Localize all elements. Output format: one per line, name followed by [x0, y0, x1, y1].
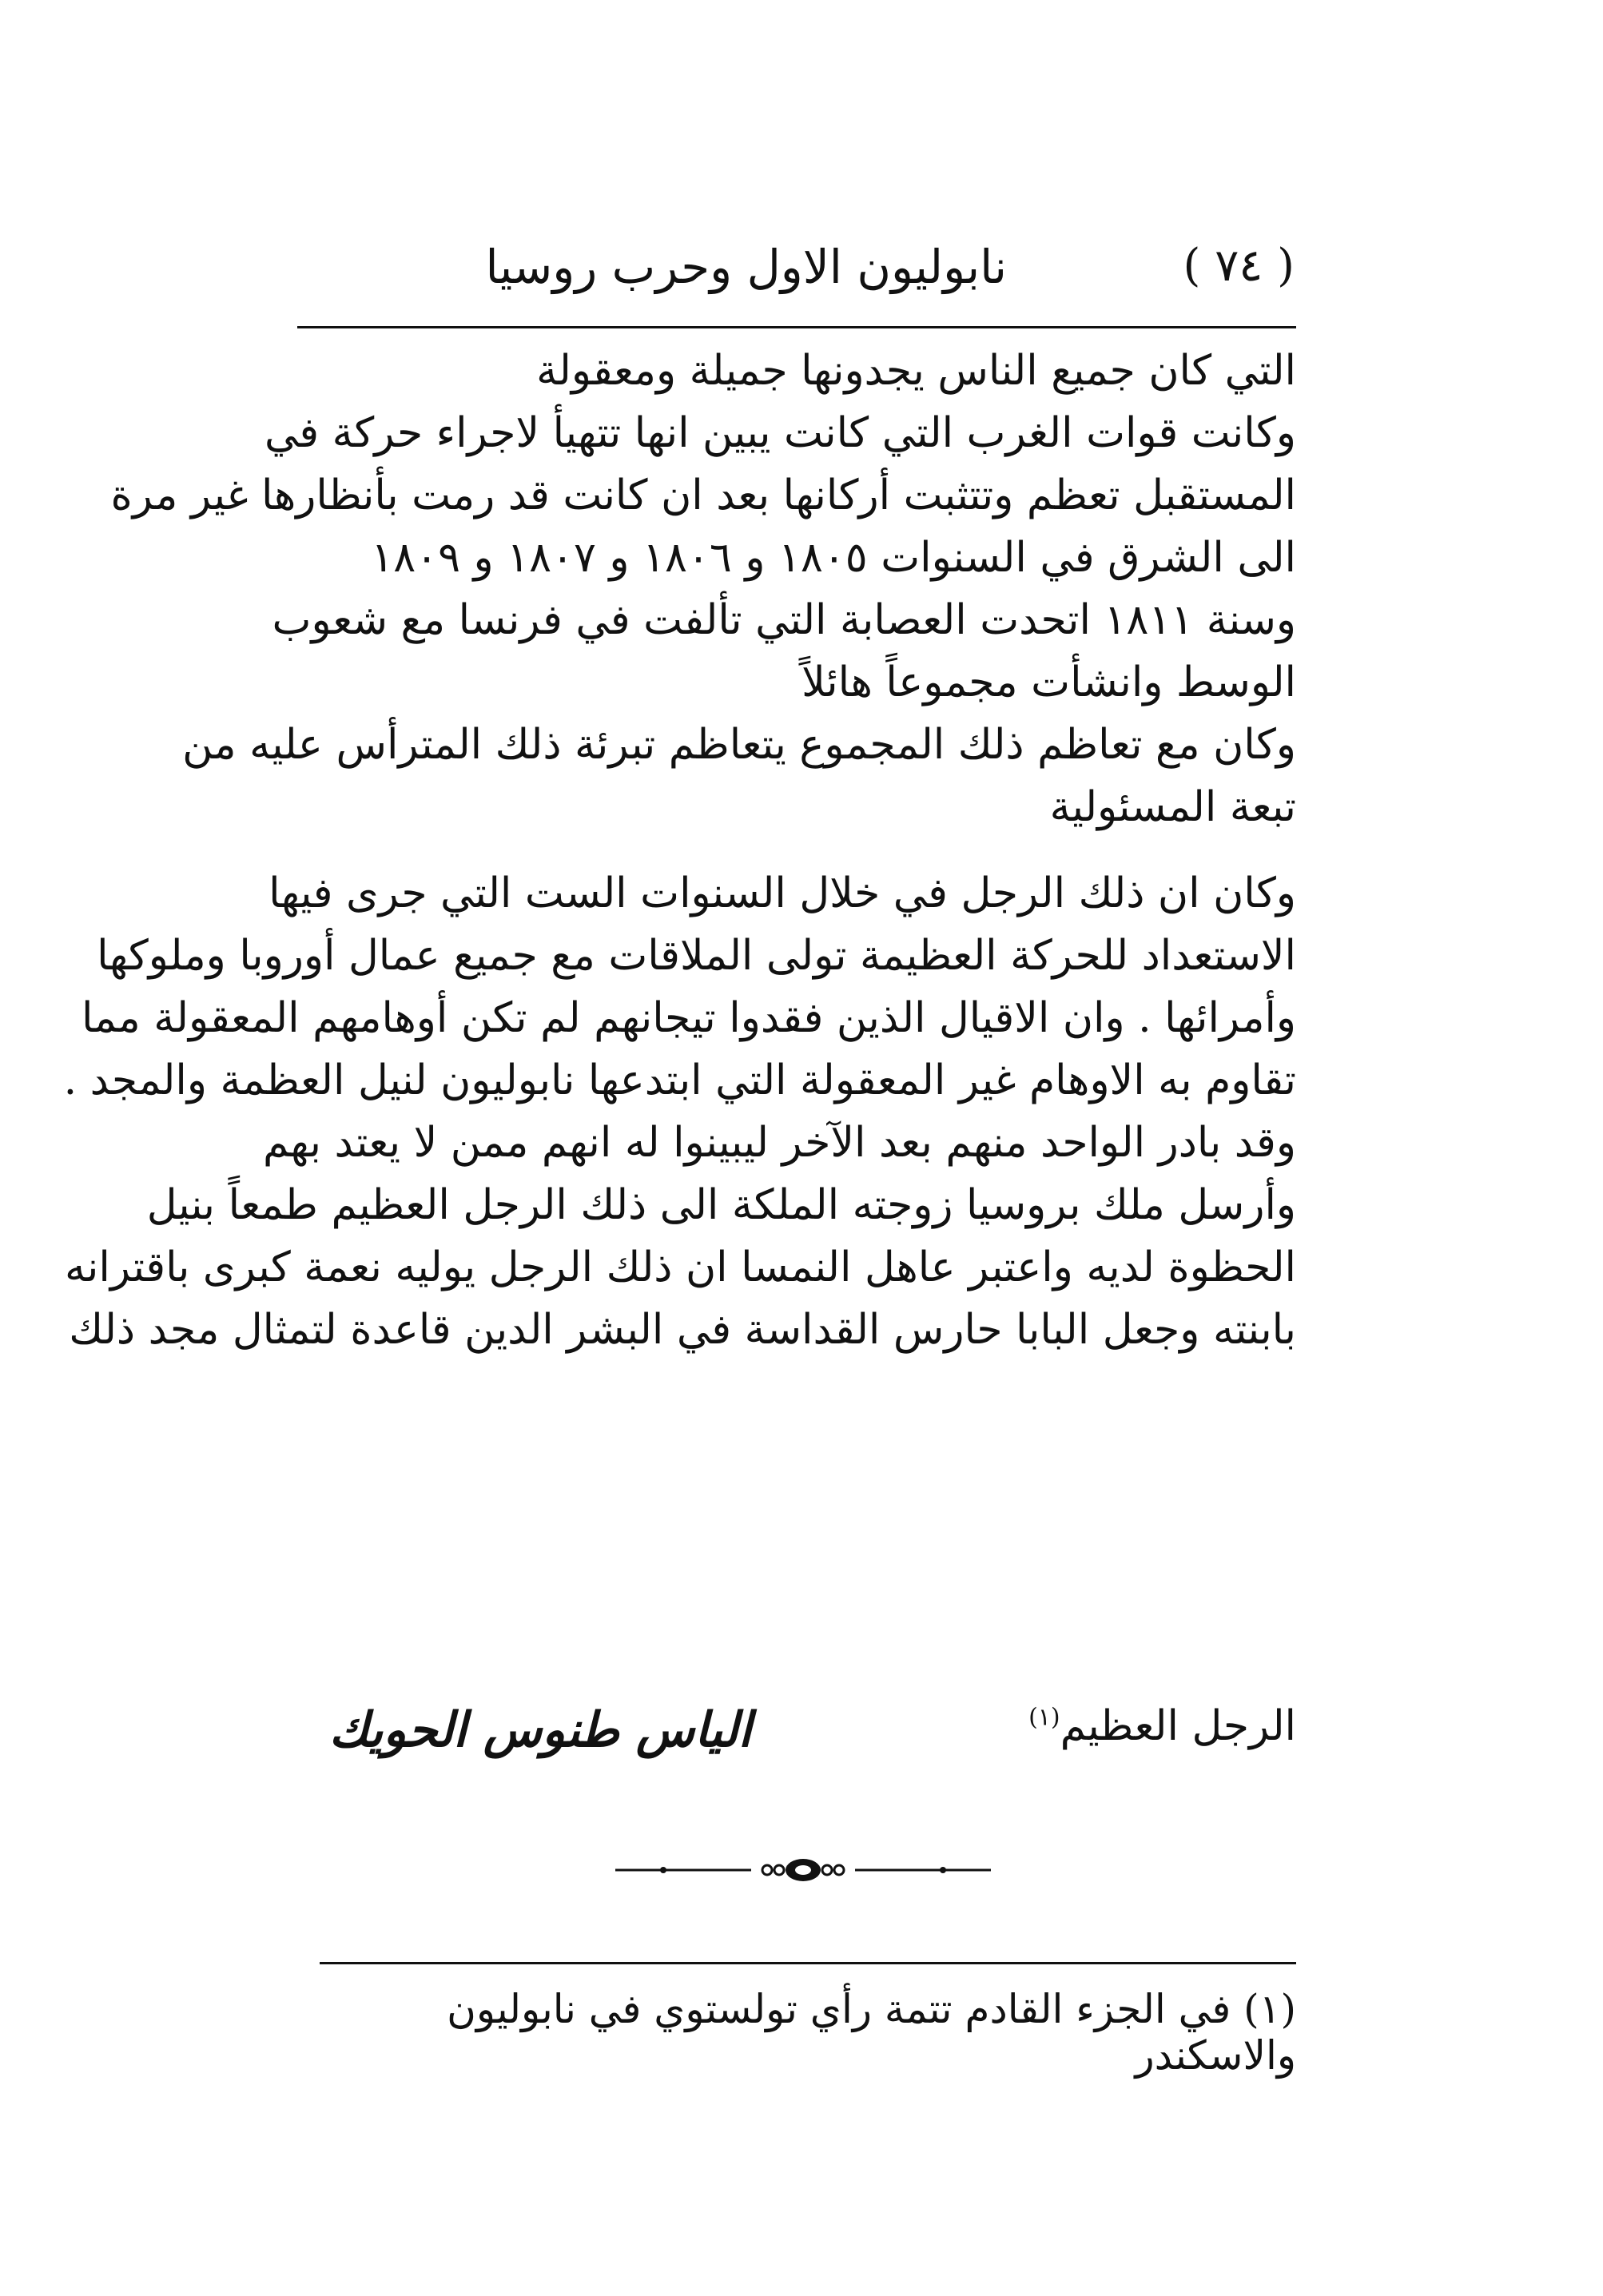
- page-number: ( ٧٤ ): [1183, 240, 1295, 292]
- footnote-rule: [320, 1962, 1296, 1964]
- text-line: وسنة ١٨١١ اتحدت العصابة التي تألفت في فرنسا مع شعوب: [272, 596, 1296, 644]
- author-signature: الياس طنوس الحويك: [329, 1702, 752, 1758]
- text-line: الى الشرق في السنوات ١٨٠٥ و ١٨٠٦ و ١٨٠٧ و ١٨٠٩: [371, 534, 1296, 582]
- signature-row: [297, 1702, 1296, 1774]
- text-line: تقاوم به الاوهام غير المعقولة التي ابتدعها نابوليون لنيل العظمة والمجد .: [63, 1056, 1296, 1104]
- text-line: المستقبل تعظم وتتثبت أركانها بعد ان كانت قد رمت بأنظارها غير مرة: [110, 472, 1296, 519]
- last-text-line: [1028, 1702, 1296, 1750]
- text-line: الاستعداد للحركة العظيمة تولى الملاقات مع جميع عمال أوروبا وملوكها: [97, 932, 1296, 980]
- running-title: نابوليون الاول وحرب روسيا: [485, 240, 1007, 294]
- paragraph-gap: [297, 838, 1296, 862]
- decorative-ornament: [615, 1854, 991, 1886]
- text-line: تبعة المسئولية: [1049, 783, 1296, 831]
- last-line-text: الرجل العظيم: [1060, 1702, 1296, 1750]
- footnote: (١) في الجزء القادم تتمة رأي تولستوي في نابوليون والاسكندر: [447, 1986, 1296, 2079]
- text-line: وأمرائها . وان الاقيال الذين فقدوا تيجانهم لم تكن أوهامهم المعقولة مما: [81, 994, 1296, 1042]
- body-text: [63, 340, 1296, 1361]
- text-line: وأرسل ملك بروسيا زوجته الملكة الى ذلك الرجل العظيم طمعاً بنيل: [146, 1181, 1296, 1229]
- text-line: الوسط وانشأت مجموعاً هائلاً: [802, 659, 1296, 706]
- text-line: وكانت قوات الغرب التي كانت يبين انها تتهيأ لاجراء حركة في: [264, 409, 1296, 457]
- text-line: وقد بادر الواحد منهم بعد الآخر ليبينوا له انهم ممن لا يعتد بهم: [262, 1119, 1296, 1167]
- header-rule: [297, 326, 1296, 328]
- page-header: [296, 232, 1295, 320]
- text-line: وكان مع تعاظم ذلك المجموع يتعاظم تبرئة ذلك المترأس عليه من: [182, 721, 1296, 769]
- text-line: الحظوة لديه واعتبر عاهل النمسا ان ذلك الرجل يوليه نعمة كبرى باقترانه: [65, 1244, 1296, 1291]
- footnote-marker: (١): [1028, 1703, 1060, 1732]
- text-line: وكان ان ذلك الرجل في خلال السنوات الست التي جرى فيها: [268, 869, 1296, 917]
- text-line: التي كان جميع الناس يجدونها جميلة ومعقولة: [536, 347, 1296, 395]
- text-line: بابنته وجعل البابا حارس القداسة في البشر الدين قاعدة لتمثال مجد ذلك: [69, 1306, 1296, 1354]
